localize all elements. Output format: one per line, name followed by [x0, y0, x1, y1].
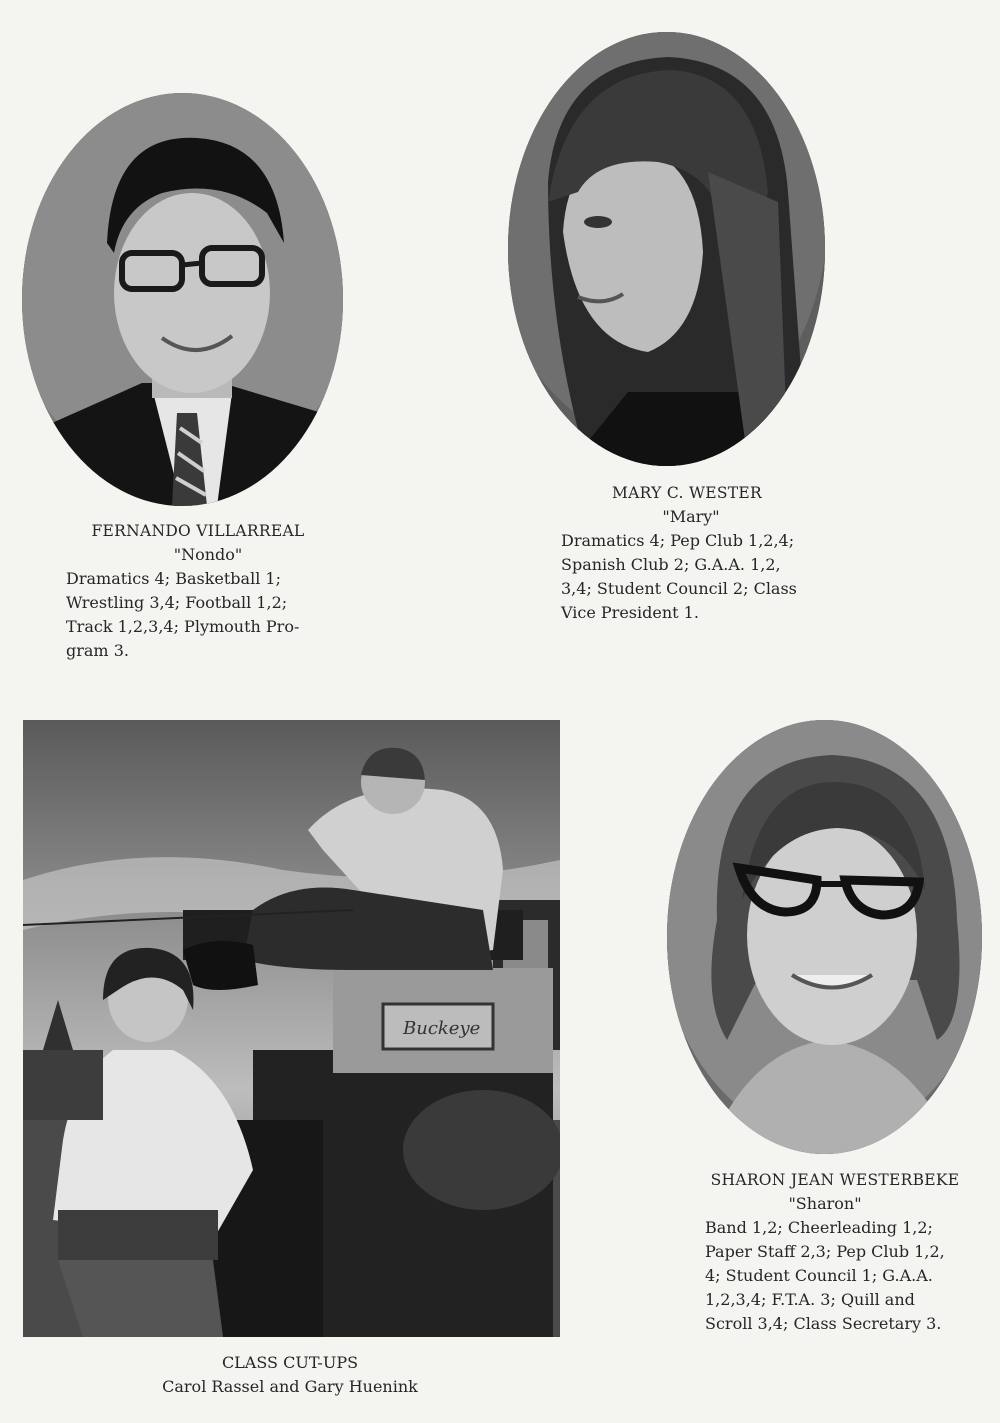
student-nickname: "Nondo": [173, 545, 243, 564]
activity-line: Track 1,2,3,4; Plymouth Pro-: [66, 617, 300, 636]
activity-line: Paper Staff 2,3; Pep Club 1,2,: [705, 1242, 945, 1261]
student-nickname: "Mary": [662, 507, 720, 526]
caption-sharon: [705, 1168, 965, 1336]
student-activities: [561, 529, 821, 625]
caption-fernando: [66, 519, 330, 663]
activity-line: gram 3.: [66, 641, 129, 660]
activity-line: Spanish Club 2; G.A.A. 1,2,: [561, 555, 781, 574]
student-activities: [66, 567, 330, 663]
portrait-mary-wester: [508, 32, 825, 466]
student-nickname: "Sharon": [788, 1194, 862, 1213]
student-name: FERNANDO VILLARREAL: [91, 522, 305, 540]
photo-subtitle: Carol Rassel and Gary Huenink: [162, 1377, 418, 1396]
student-name: SHARON JEAN WESTERBEKE: [710, 1171, 960, 1189]
activity-line: 1,2,3,4; F.T.A. 3; Quill and: [705, 1290, 915, 1309]
activity-line: Vice President 1.: [561, 603, 699, 622]
student-name: MARY C. WESTER: [612, 484, 762, 502]
group-photo-class-cut-ups: [23, 720, 560, 1337]
activity-line: Band 1,2; Cheerleading 1,2;: [705, 1218, 933, 1237]
caption-mary: [561, 481, 821, 625]
photo-title: CLASS CUT-UPS: [221, 1353, 359, 1372]
activity-line: 4; Student Council 1; G.A.A.: [705, 1266, 933, 1285]
student-activities: [705, 1216, 965, 1336]
portrait-fernando-villarreal: [22, 93, 343, 506]
activity-line: Scroll 3,4; Class Secretary 3.: [705, 1314, 942, 1333]
portrait-sharon-westerbeke: [667, 720, 982, 1154]
toolbox-sign-text: Buckeye: [403, 1018, 481, 1039]
activity-line: Dramatics 4; Pep Club 1,2,4;: [561, 531, 795, 550]
activity-line: Dramatics 4; Basketball 1;: [66, 569, 281, 588]
activity-line: 3,4; Student Council 2; Class: [561, 579, 797, 598]
activity-line: Wrestling 3,4; Football 1,2;: [66, 593, 288, 612]
group-photo-caption: [140, 1351, 440, 1399]
